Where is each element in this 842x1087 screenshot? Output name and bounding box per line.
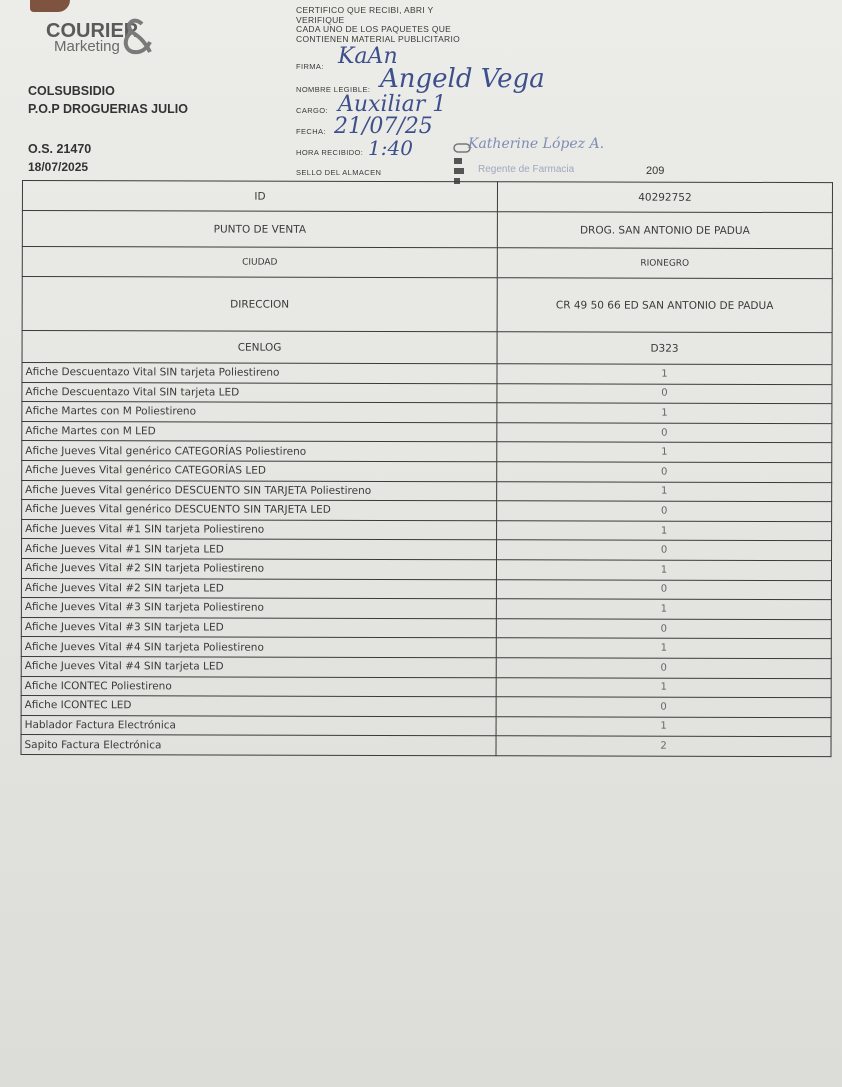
- header-label: CENLOG: [22, 331, 497, 364]
- table-row: [21, 715, 831, 737]
- item-qty: 0: [497, 423, 832, 443]
- item-qty: 1: [497, 520, 832, 540]
- order-date: 18/07/2025: [28, 160, 89, 174]
- header-value: DROG. SAN ANTONIO DE PADUA: [497, 212, 832, 249]
- item-name: Afiche Jueves Vital #2 SIN tarjeta Poliestireno: [21, 558, 496, 579]
- item-name: Afiche Jueves Vital #4 SIN tarjeta Poliestireno: [21, 637, 496, 658]
- stamp-role: Regente de Farmacia: [478, 164, 575, 175]
- table-row: [21, 676, 831, 698]
- item-qty: 1: [496, 599, 831, 619]
- hora-value: 1:40: [368, 136, 413, 160]
- courier-marketing-logo: [46, 18, 166, 68]
- header-row-punto-venta: [22, 211, 832, 249]
- item-name: Afiche Descuentazo Vital SIN tarjeta LED: [22, 382, 497, 403]
- item-name: Afiche Martes con M LED: [22, 421, 497, 442]
- item-qty: 0: [496, 697, 831, 717]
- hora-label: HORA RECIBIDO:: [296, 148, 364, 157]
- item-name: Sapito Factura Electrónica: [21, 735, 496, 756]
- header-label: PUNTO DE VENTA: [22, 211, 497, 248]
- firma-label: FIRMA:: [296, 62, 324, 71]
- table-row: [21, 656, 831, 678]
- cert-line: VERIFIQUE: [296, 14, 345, 25]
- item-name: Afiche ICONTEC LED: [21, 696, 496, 717]
- item-name: Hablador Factura Electrónica: [21, 715, 496, 736]
- nombre-value: Angeld Vega: [380, 64, 545, 94]
- header-value: 40292752: [497, 182, 832, 213]
- item-qty: 1: [496, 638, 831, 658]
- item-name: Afiche Jueves Vital #2 SIN tarjeta LED: [21, 578, 496, 599]
- fecha-value: 21/07/25: [334, 114, 433, 139]
- item-qty: 1: [496, 716, 831, 736]
- item-name: Afiche Jueves Vital genérico DESCUENTO SIN TARJETA Poliestireno: [22, 480, 497, 501]
- item-qty: 0: [497, 540, 832, 560]
- table-row: [22, 480, 832, 502]
- item-qty: 1: [497, 442, 832, 462]
- item-name: Afiche Descuentazo Vital SIN tarjeta Poliestireno: [22, 363, 497, 384]
- table-row: [21, 558, 831, 580]
- table-row: [22, 382, 832, 404]
- header-value: CR 49 50 66 ED SAN ANTONIO DE PADUA: [497, 278, 832, 333]
- table-row: [22, 460, 832, 482]
- item-qty: 1: [497, 364, 832, 384]
- cargo-label: CARGO:: [296, 106, 328, 115]
- item-qty: 0: [497, 501, 832, 521]
- item-qty: 0: [497, 383, 832, 403]
- item-name: Afiche ICONTEC Poliestireno: [21, 676, 496, 697]
- document-number: 209: [646, 165, 665, 177]
- client-name: COLSUBSIDIO: [28, 84, 115, 98]
- table-row: [22, 421, 832, 443]
- item-name: Afiche Jueves Vital #3 SIN tarjeta Poliestireno: [21, 598, 496, 619]
- item-name: Afiche Jueves Vital genérico DESCUENTO SIN TARJETA LED: [22, 500, 497, 521]
- item-name: Afiche Jueves Vital #3 SIN tarjeta LED: [21, 617, 496, 638]
- table-row: [22, 402, 832, 424]
- cargo-value: Auxiliar 1: [338, 92, 447, 117]
- header-row-cenlog: [22, 331, 832, 365]
- header-row-direccion: [22, 277, 832, 333]
- certification-text: [296, 6, 460, 44]
- header-label: ID: [22, 181, 497, 212]
- logo-brand: COURIER: [46, 20, 139, 42]
- stain-mark: [30, 0, 70, 12]
- client-program: P.O.P DROGUERIAS JULIO: [28, 102, 188, 116]
- delivery-table: [20, 180, 833, 757]
- item-name: Afiche Jueves Vital #1 SIN tarjeta LED: [22, 539, 497, 560]
- item-qty: 1: [497, 481, 832, 501]
- stamp-signature: Katherine López A.: [468, 136, 605, 152]
- table-row: [21, 617, 831, 639]
- nombre-label: NOMBRE LEGIBLE:: [296, 85, 371, 94]
- header-value: D323: [497, 332, 832, 365]
- header-value: RIONEGRO: [497, 248, 832, 279]
- table-row: [21, 696, 831, 718]
- table-row: [22, 519, 832, 541]
- item-qty: 0: [497, 462, 832, 482]
- item-qty: 0: [496, 579, 831, 599]
- item-qty: 1: [496, 677, 831, 697]
- item-name: Afiche Martes con M Poliestireno: [22, 402, 497, 423]
- table-row: [21, 578, 831, 600]
- item-qty: 0: [496, 618, 831, 638]
- table-row: [22, 441, 832, 463]
- fecha-label: FECHA:: [296, 127, 326, 136]
- item-qty: 1: [496, 560, 831, 580]
- table-row: [22, 539, 832, 561]
- firma-signature: KaAn: [338, 44, 398, 69]
- table-row: [21, 598, 831, 620]
- order-number: O.S. 21470: [28, 142, 92, 156]
- table-row: [21, 637, 831, 659]
- cert-line: CADA UNO DE LOS PAQUETES QUE: [296, 24, 452, 34]
- sello-label: SELLO DEL ALMACEN: [296, 168, 382, 177]
- item-qty: 2: [496, 736, 831, 756]
- header-label: DIRECCION: [22, 277, 497, 332]
- table-row: [22, 500, 832, 522]
- item-name: Afiche Jueves Vital #4 SIN tarjeta LED: [21, 656, 496, 677]
- logo-sub: Marketing: [54, 38, 120, 55]
- table-row: [22, 363, 832, 385]
- cert-line: CERTIFICO QUE RECIBI, ABRI Y: [296, 5, 434, 15]
- item-qty: 1: [497, 403, 832, 423]
- header-label: CIUDAD: [22, 247, 497, 278]
- item-name: Afiche Jueves Vital genérico CATEGORÍAS Poliestireno: [22, 441, 497, 462]
- header-row-ciudad: [22, 247, 832, 279]
- ampersand-logo-icon: [120, 18, 154, 58]
- header-row-id: [22, 181, 832, 213]
- item-name: Afiche Jueves Vital genérico CATEGORÍAS LED: [22, 460, 497, 481]
- cert-line: CONTIENEN MATERIAL PUBLICITARIO: [296, 33, 461, 44]
- item-name: Afiche Jueves Vital #1 SIN tarjeta Poliestireno: [22, 519, 497, 540]
- table-row: [21, 735, 831, 757]
- item-qty: 0: [496, 658, 831, 678]
